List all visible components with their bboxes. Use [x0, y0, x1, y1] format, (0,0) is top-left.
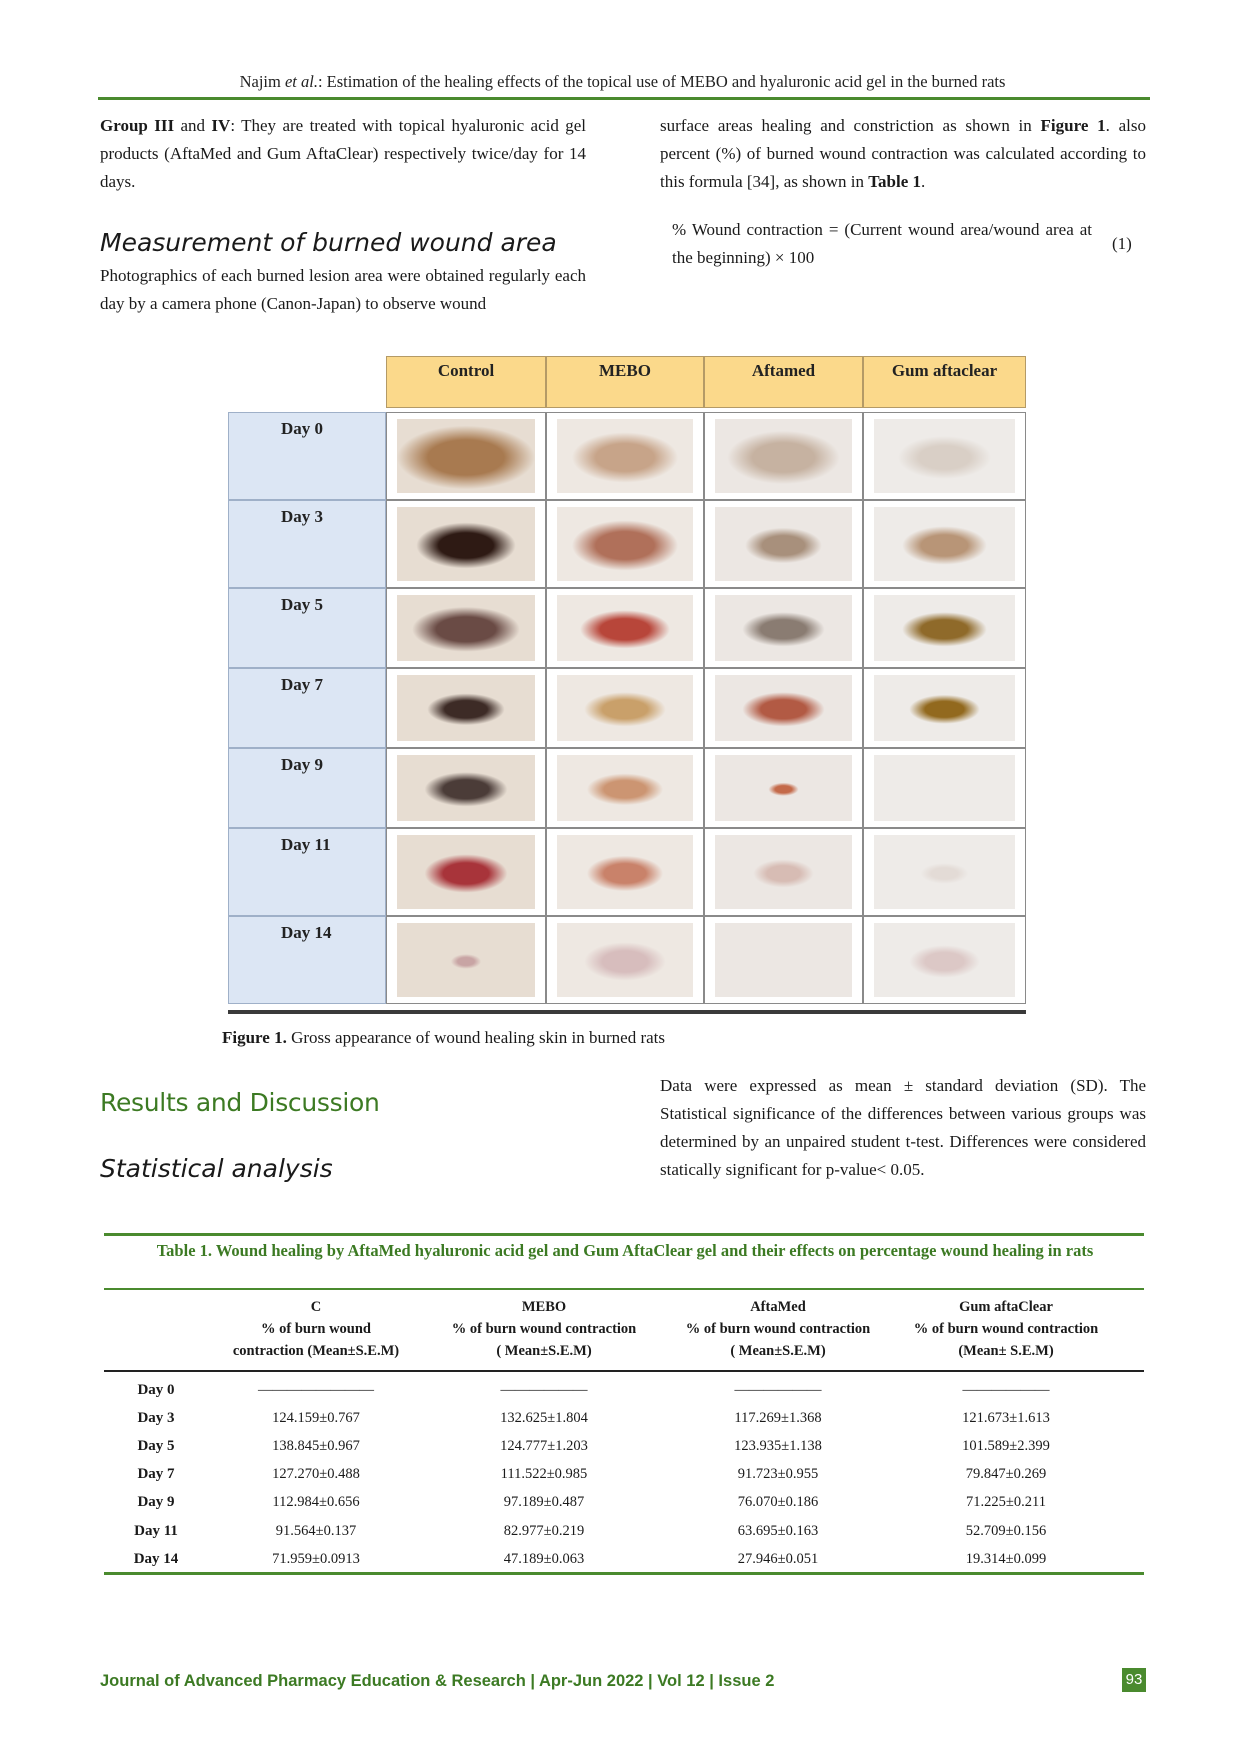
figure-photo-cell: [863, 412, 1026, 500]
wound-photo: [557, 507, 693, 581]
figure-column-header: Gum aftaclear: [863, 356, 1026, 408]
figure-row-header: Day 7: [228, 668, 386, 748]
wound-photo: [397, 419, 535, 493]
wound-photo: [557, 419, 693, 493]
table-cell: 71.959±0.0913: [272, 1551, 360, 1567]
figure-caption: Figure 1. Gross appearance of wound healing skin in burned rats: [222, 1028, 666, 1047]
figure-photo-cell: [863, 916, 1026, 1004]
figure-photo-cell: [546, 748, 704, 828]
table-column-header-line: C: [310, 1299, 322, 1315]
wound-photo: [874, 835, 1015, 909]
table-column-header: [429, 1296, 659, 1362]
table-column-header-line: % of burn wound contraction: [913, 1321, 1099, 1337]
table-cell: ————————: [258, 1382, 374, 1398]
wound-photo: [874, 675, 1015, 741]
table-cell: 138.845±0.967: [272, 1438, 360, 1454]
equation: % Wound contraction = (Current wound area/wound area at the beginning) × 100: [672, 220, 1092, 267]
statistical-analysis-heading: Statistical analysis: [100, 1154, 333, 1183]
measurement-heading: Measurement of burned wound area: [100, 228, 557, 257]
figure-photo-cell: [546, 588, 704, 668]
table-cell: ——————: [962, 1382, 1050, 1398]
wound-photo: [874, 507, 1015, 581]
figure-row-header: Day 5: [228, 588, 386, 668]
wound-photo: [557, 755, 693, 821]
table-column-header: [216, 1296, 416, 1362]
wound-photo: [874, 755, 1015, 821]
table-cell: ——————: [734, 1382, 822, 1398]
header-rule: [98, 97, 1150, 100]
figure-photo-cell: [386, 828, 546, 916]
table-cell: 91.564±0.137: [275, 1523, 357, 1539]
table-cell: 111.522±0.985: [500, 1466, 588, 1482]
figure-photo-cell: [546, 668, 704, 748]
wound-photo: [557, 835, 693, 909]
table-top-rule: [104, 1233, 1144, 1236]
figure-photo-cell: [704, 412, 863, 500]
table-column-header-line: % of burn wound contraction: [451, 1321, 637, 1337]
table-column-header-line: % of burn wound contraction: [685, 1321, 871, 1337]
table-cell: 123.935±1.138: [734, 1438, 822, 1454]
figure-row-header: Day 11: [228, 828, 386, 916]
figure-photo-cell: [546, 500, 704, 588]
figure-photo-cell: [863, 668, 1026, 748]
table-cell: 127.270±0.488: [272, 1466, 360, 1482]
table-cell: 124.159±0.767: [272, 1410, 360, 1426]
table-cell: 76.070±0.186: [737, 1494, 819, 1510]
table-column-header-line: (Mean± S.E.M): [958, 1343, 1054, 1359]
table-row-label: Day 5: [137, 1438, 175, 1454]
wound-photo: [397, 923, 535, 997]
equation-number: (1): [1112, 234, 1132, 253]
wound-photo: [715, 507, 852, 581]
wound-photo: [715, 923, 852, 997]
figure-photo-cell: [704, 748, 863, 828]
figure-photo-cell: [386, 916, 546, 1004]
figure-photo-cell: [863, 828, 1026, 916]
measurement-paragraph: Photographics of each burned lesion area were obtained regularly each day by a camera phone (Canon-Japan) to observe wound: [100, 266, 586, 313]
figure-photo-cell: [863, 588, 1026, 668]
figure-column-header: Aftamed: [704, 356, 863, 408]
table-title-rule: [104, 1288, 1144, 1290]
figure-1: [228, 356, 1026, 1016]
table-cell: 79.847±0.269: [965, 1466, 1047, 1482]
figure-row-header: Day 14: [228, 916, 386, 1004]
figure-photo-cell: [546, 828, 704, 916]
surface-paragraph: surface areas healing and constriction as shown in Figure 1. also percent (%) of burned wound contraction was calculated according to this formula [34], as shown in Table 1.: [660, 116, 1146, 191]
table-cell: 82.977±0.219: [503, 1523, 585, 1539]
table-column-header-line: ( Mean±S.E.M): [496, 1343, 592, 1359]
table-header-rule: [104, 1370, 1144, 1372]
wound-photo: [874, 595, 1015, 661]
table-bottom-rule: [104, 1572, 1144, 1575]
table-cell: 101.589±2.399: [962, 1438, 1050, 1454]
table-cell: 117.269±1.368: [734, 1410, 822, 1426]
figure-column-header: MEBO: [546, 356, 704, 408]
wound-photo: [715, 755, 852, 821]
figure-photo-cell: [704, 828, 863, 916]
wound-photo: [557, 595, 693, 661]
figure-row-header: Day 3: [228, 500, 386, 588]
figure-photo-cell: [863, 748, 1026, 828]
figure-column-header: Control: [386, 356, 546, 408]
figure-photo-cell: [386, 588, 546, 668]
table-cell: 63.695±0.163: [737, 1523, 819, 1539]
table-cell: 132.625±1.804: [500, 1410, 588, 1426]
page-number: 93: [1122, 1668, 1146, 1692]
table-row-label: Day 11: [134, 1523, 178, 1539]
figure-photo-cell: [386, 668, 546, 748]
wound-photo: [397, 507, 535, 581]
wound-photo: [715, 419, 852, 493]
table-title: Table 1. Wound healing by AftaMed hyaluronic acid gel and Gum AftaClear gel and their effects on percentage wound healing in rats: [156, 1241, 1094, 1260]
wound-photo: [557, 923, 693, 997]
statistics-paragraph: Data were expressed as mean ± standard deviation (SD). The Statistical significance of the differences between various groups was determined by an unpaired student t-test. Differences were considered statically significant for p-value< 0.05.: [660, 1076, 1146, 1179]
table-cell: 91.723±0.955: [737, 1466, 819, 1482]
figure-photo-cell: [704, 500, 863, 588]
group-paragraph: Group III and IV: They are treated with topical hyaluronic acid gel products (AftaMed and Gum AftaClear) respectively twice/day for 14 days.: [100, 116, 587, 191]
table-column-header-line: AftaMed: [750, 1299, 806, 1315]
table-cell: 71.225±0.211: [966, 1494, 1046, 1510]
table-cell: 52.709±0.156: [965, 1523, 1047, 1539]
figure-photo-cell: [386, 412, 546, 500]
wound-photo: [397, 835, 535, 909]
wound-photo: [557, 675, 693, 741]
table-cell: 124.777±1.203: [500, 1438, 588, 1454]
figure-photo-cell: [704, 916, 863, 1004]
table-cell: 47.189±0.063: [503, 1551, 585, 1567]
wound-photo: [874, 923, 1015, 997]
wound-photo: [715, 835, 852, 909]
wound-photo: [715, 595, 852, 661]
table-cell: ——————: [500, 1382, 588, 1398]
running-head: Najim et al.: Estimation of the healing effects of the topical use of MEBO and hyaluronic acid gel in the burned rats: [239, 72, 1006, 91]
table-row-label: Day 9: [137, 1494, 175, 1510]
figure-photo-cell: [386, 500, 546, 588]
figure-row-header: Day 0: [228, 412, 386, 500]
figure-photo-cell: [704, 668, 863, 748]
table-column-header-line: % of burn wound: [261, 1321, 371, 1337]
table-column-header-line: ( Mean±S.E.M): [730, 1343, 826, 1359]
table-row-label: Day 14: [133, 1551, 179, 1567]
table-row-label: Day 3: [137, 1410, 175, 1426]
figure-row-header: Day 9: [228, 748, 386, 828]
table-cell: 27.946±0.051: [737, 1551, 819, 1567]
table-row-label: Day 0: [137, 1382, 175, 1398]
wound-photo: [874, 419, 1015, 493]
wound-photo: [397, 755, 535, 821]
figure-photo-cell: [704, 588, 863, 668]
table-column-header: [663, 1296, 893, 1362]
table-column-header: [891, 1296, 1121, 1362]
results-heading: Results and Discussion: [100, 1088, 380, 1117]
table-column-header-line: MEBO: [521, 1299, 567, 1315]
figure-photo-cell: [546, 916, 704, 1004]
table-column-header-line: contraction (Mean±S.E.M): [232, 1343, 400, 1359]
figure-bottom-rule: [228, 1010, 1026, 1014]
table-cell: 19.314±0.099: [965, 1551, 1047, 1567]
wound-photo: [715, 675, 852, 741]
footer-journal: Journal of Advanced Pharmacy Education & Research | Apr-Jun 2022 | Vol 12 | Issue 2: [100, 1672, 775, 1690]
table-cell: 97.189±0.487: [503, 1494, 585, 1510]
figure-photo-cell: [386, 748, 546, 828]
table-row-label: Day 7: [137, 1466, 175, 1482]
wound-photo: [397, 595, 535, 661]
figure-photo-cell: [863, 500, 1026, 588]
wound-photo: [397, 675, 535, 741]
table-cell: 112.984±0.656: [272, 1494, 360, 1510]
figure-photo-cell: [546, 412, 704, 500]
table-column-header-line: Gum aftaClear: [959, 1299, 1053, 1315]
table-cell: 121.673±1.613: [962, 1410, 1050, 1426]
